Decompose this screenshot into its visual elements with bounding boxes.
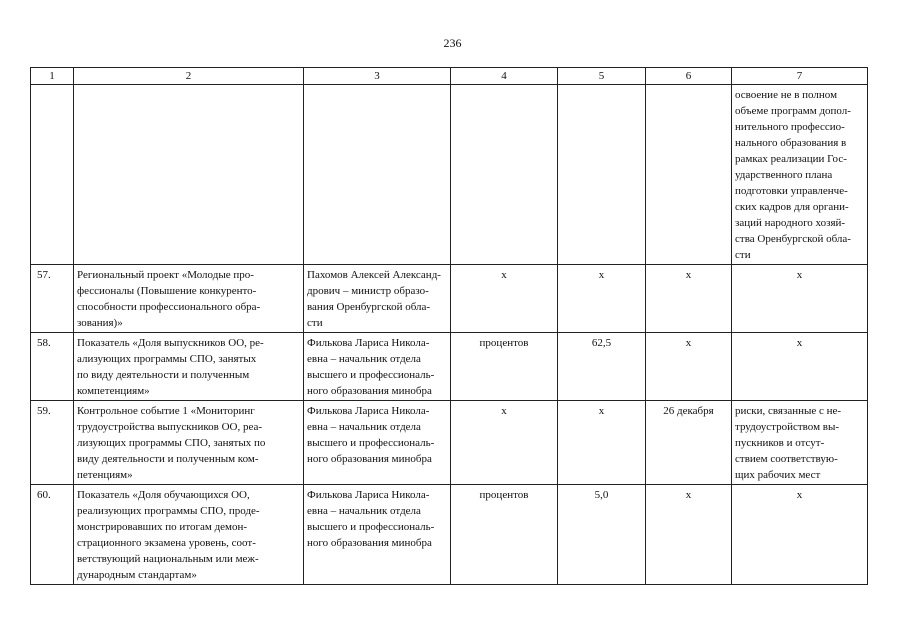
row-number [31, 85, 74, 265]
row-unit: х [451, 265, 558, 333]
page-number: 236 [443, 36, 462, 50]
row-name: Региональный проект «Молодые про- фессионалы (Повышение конкуренто- способности профессионального обра- зования)» [74, 265, 304, 333]
table-row [31, 333, 868, 401]
column-header: 3 [304, 68, 451, 85]
row-date [646, 85, 732, 265]
row-unit [451, 85, 558, 265]
row-value: 62,5 [558, 333, 646, 401]
plan-table [30, 67, 868, 585]
row-name: Показатель «Доля обучающихся ОО, реализующих программы СПО, проде- монстрировавших по итогам демон- страционного экзамена уровень, соот- ветствующий национальным или меж- дународным стандартам» [74, 485, 304, 585]
table-row [31, 265, 868, 333]
column-header: 7 [732, 68, 868, 85]
column-header: 4 [451, 68, 558, 85]
row-risks: х [732, 265, 868, 333]
row-value: х [558, 401, 646, 485]
row-unit: процентов [451, 485, 558, 585]
row-name [74, 85, 304, 265]
row-unit: х [451, 401, 558, 485]
row-number: 58. [31, 333, 74, 401]
column-header: 2 [74, 68, 304, 85]
row-number: 60. [31, 485, 74, 585]
table-row [31, 401, 868, 485]
column-header: 5 [558, 68, 646, 85]
row-value: 5,0 [558, 485, 646, 585]
header-row [31, 68, 868, 85]
row-value: х [558, 265, 646, 333]
row-risks: риски, связанные с не- трудоустройством вы- пускников и отсут- ствием соответствую- щих рабочих мест [732, 401, 868, 485]
row-responsible: Филькова Лариса Никола- евна – начальник отдела высшего и профессиональ- ного образования минобра [304, 333, 451, 401]
row-date: х [646, 485, 732, 585]
row-risks: х [732, 333, 868, 401]
row-responsible: Филькова Лариса Никола- евна – начальник отдела высшего и профессиональ- ного образования минобра [304, 485, 451, 585]
row-name: Контрольное событие 1 «Мониторинг трудоустройства выпускников ОО, реа- лизующих программы СПО, занятых по виду деятельности и полученным ком- петенциям» [74, 401, 304, 485]
row-date: х [646, 265, 732, 333]
column-header: 1 [31, 68, 74, 85]
row-date: х [646, 333, 732, 401]
row-number: 59. [31, 401, 74, 485]
row-name: Показатель «Доля выпускников ОО, ре- ализующих программы СПО, занятых по виду деятельности и полученным компетенциям» [74, 333, 304, 401]
row-responsible [304, 85, 451, 265]
column-header: 6 [646, 68, 732, 85]
table-row [31, 85, 868, 265]
row-risks: освоение не в полном объеме программ допол- нительного профессио- нального образования в рамках реализации Гос- ударственного плана подготовки управленче- ских кадров для органи- заций народного хозяй- ства Оренбургской обла- сти [732, 85, 868, 265]
row-value [558, 85, 646, 265]
row-unit: процентов [451, 333, 558, 401]
row-number: 57. [31, 265, 74, 333]
row-responsible: Филькова Лариса Никола- евна – начальник отдела высшего и профессиональ- ного образования минобра [304, 401, 451, 485]
row-risks: х [732, 485, 868, 585]
row-date: 26 декабря [646, 401, 732, 485]
row-responsible: Пахомов Алексей Александ- дрович – министр образо- вания Оренбургской обла- сти [304, 265, 451, 333]
table-row [31, 485, 868, 585]
